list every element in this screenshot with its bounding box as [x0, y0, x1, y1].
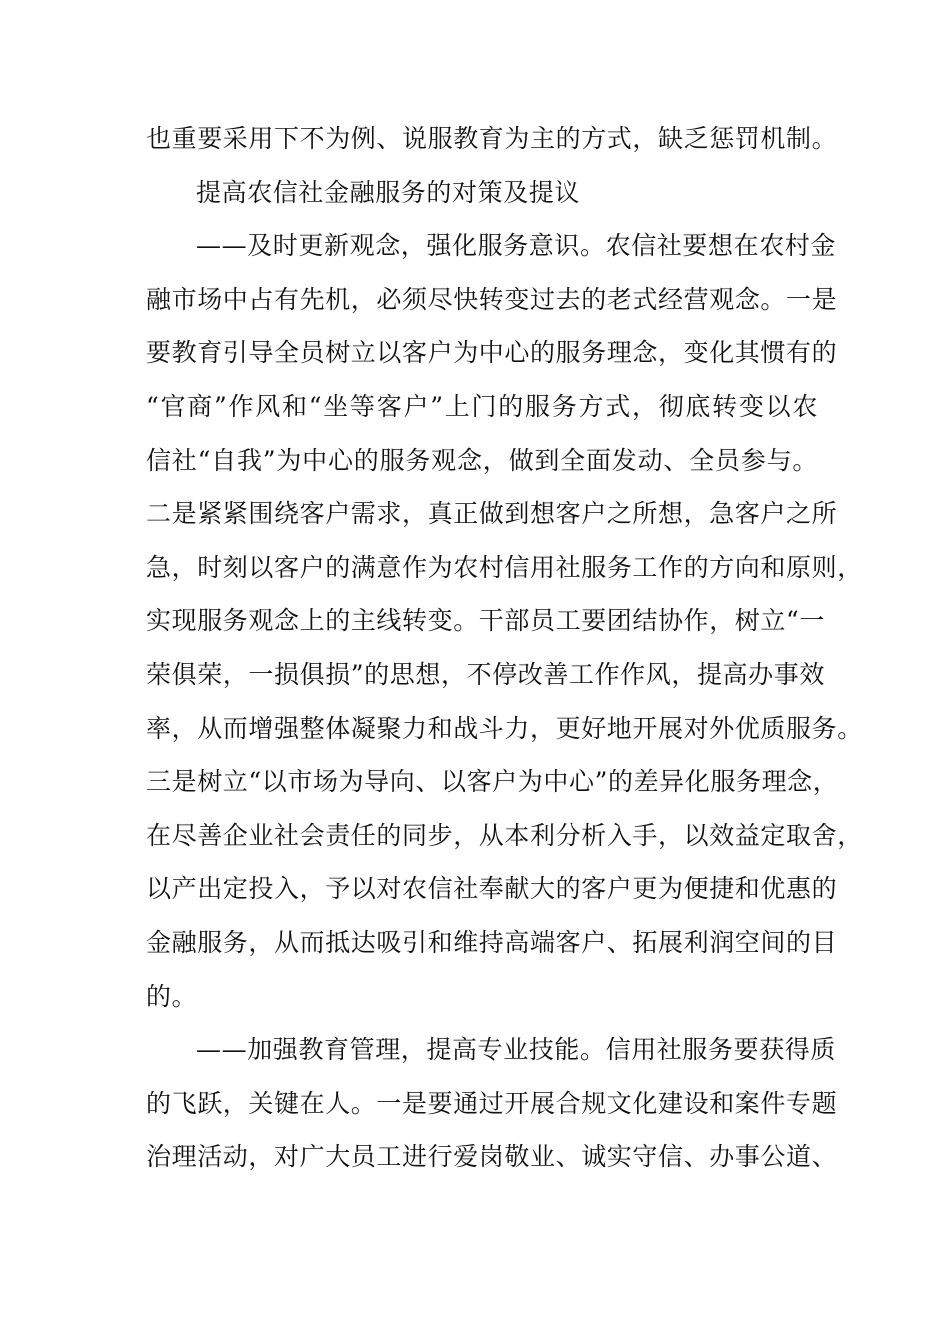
text-line: 急，时刻以客户的满意作为农村信用社服务工作的方向和原则， [146, 552, 863, 582]
text-line: 以产出定投入，予以对农信社奉献大的客户更为便捷和优惠的 [146, 874, 838, 904]
body-text [146, 112, 863, 1184]
text-line: ——及时更新观念，强化服务意识。农信社要想在农村金 [196, 231, 837, 261]
text-line: 实现服务观念上的主线转变。干部员工要团结协作，树立“一 [146, 606, 825, 636]
section-heading: 提高农信社金融服务的对策及提议 [196, 177, 581, 207]
text-line: 金融服务，从而抵达吸引和维持高端客户、拓展利润空间的目 [146, 927, 838, 957]
text-line: 要教育引导全员树立以客户为中心的服务理念，变化其惯有的 [146, 338, 838, 368]
text-line: 也重要采用下不为例、说服教育为主的方式，缺乏惩罚机制。 [146, 124, 838, 153]
text-line: 二是紧紧围绕客户需求，真正做到想客户之所想，急客户之所 [146, 499, 838, 529]
text-line: 荣俱荣，一损俱损”的思想，不停改善工作作风，提高办事效 [146, 659, 825, 689]
text-line: 治理活动，对广大员工进行爱岗敬业、诚实守信、办事公道、 [146, 1142, 838, 1172]
text-line: “官商”作风和“坐等客户”上门的服务方式，彻底转变以农 [146, 391, 818, 421]
text-line: 融市场中占有先机，必须尽快转变过去的老式经营观念。一是 [146, 284, 838, 314]
text-line: 的。 [146, 981, 198, 1011]
text-line: 三是树立“以市场为导向、以客户为中心”的差异化服务理念， [146, 767, 839, 797]
text-line: ——加强教育管理，提高专业技能。信用社服务要获得质 [196, 1035, 837, 1065]
text-line: 信社“自我”为中心的服务观念，做到全面发动、全员参与。 [146, 445, 818, 475]
text-line: 率，从而增强整体凝聚力和战斗力，更好地开展对外优质服务。 [146, 713, 863, 743]
text-line: 在尽善企业社会责任的同步，从本利分析入手，以效益定取舍， [146, 820, 863, 850]
text-line: 的飞跃，关键在人。一是要通过开展合规文化建设和案件专题 [146, 1088, 838, 1118]
